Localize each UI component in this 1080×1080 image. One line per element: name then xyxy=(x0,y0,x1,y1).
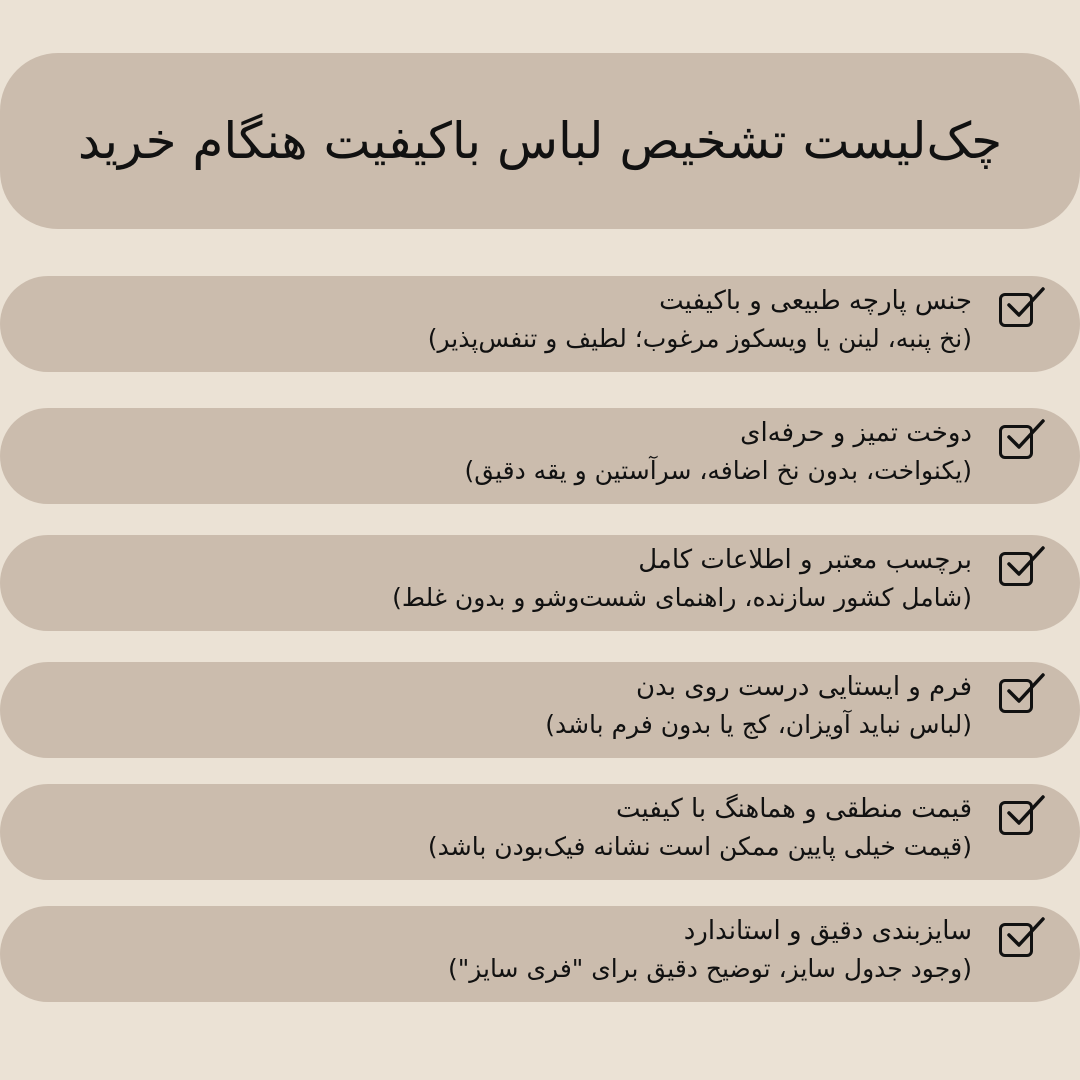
item-text xyxy=(392,541,972,617)
item-description: (یکنواخت، بدون نخ اضافه، سرآستین و یقه دقیق) xyxy=(464,456,972,485)
checkmark-icon xyxy=(1002,792,1046,832)
item-title: برچسب معتبر و اطلاعات کامل xyxy=(638,545,972,575)
item-text xyxy=(428,282,972,358)
item-description: (وجود جدول سایز، توضیح دقیق برای "فری سایز") xyxy=(447,954,972,983)
checklist-item-sizing xyxy=(0,906,1080,1002)
title-banner xyxy=(0,53,1080,229)
checkmark-icon xyxy=(1002,543,1046,583)
checkmark-icon xyxy=(1002,416,1046,456)
item-description: (نخ پنبه، لینن یا ویسکوز مرغوب؛ لطیف و تنفس‌پذیر) xyxy=(427,324,972,353)
checklist-item-stitching xyxy=(0,408,1080,504)
checklist-item-fabric xyxy=(0,276,1080,372)
checklist-item-fit xyxy=(0,662,1080,758)
item-text xyxy=(545,668,972,744)
page-title: چک‌لیست تشخیص لباس باکیفیت هنگام خرید xyxy=(77,112,1003,170)
item-title: قیمت منطقی و هماهنگ با کیفیت xyxy=(615,794,972,824)
item-title: فرم و ایستایی درست روی بدن xyxy=(636,672,972,702)
item-description: (لباس نباید آویزان، کج یا بدون فرم باشد) xyxy=(545,710,972,739)
item-text xyxy=(464,414,972,490)
item-title: جنس پارچه طبیعی و باکیفیت xyxy=(659,286,972,316)
checkmark-icon xyxy=(1002,284,1046,324)
item-description: (شامل کشور سازنده، راهنمای شست‌وشو و بدون غلط) xyxy=(392,583,972,612)
checklist-item-label xyxy=(0,535,1080,631)
item-title: دوخت تمیز و حرفه‌ای xyxy=(740,418,972,448)
item-title: سایزبندی دقیق و استاندارد xyxy=(683,916,972,946)
item-description: (قیمت خیلی پایین ممکن است نشانه فیک‌بودن باشد) xyxy=(427,832,972,861)
checklist-item-price xyxy=(0,784,1080,880)
checkmark-icon xyxy=(1002,914,1046,954)
checkmark-icon xyxy=(1002,670,1046,710)
item-text xyxy=(428,790,972,866)
item-text xyxy=(448,912,972,988)
